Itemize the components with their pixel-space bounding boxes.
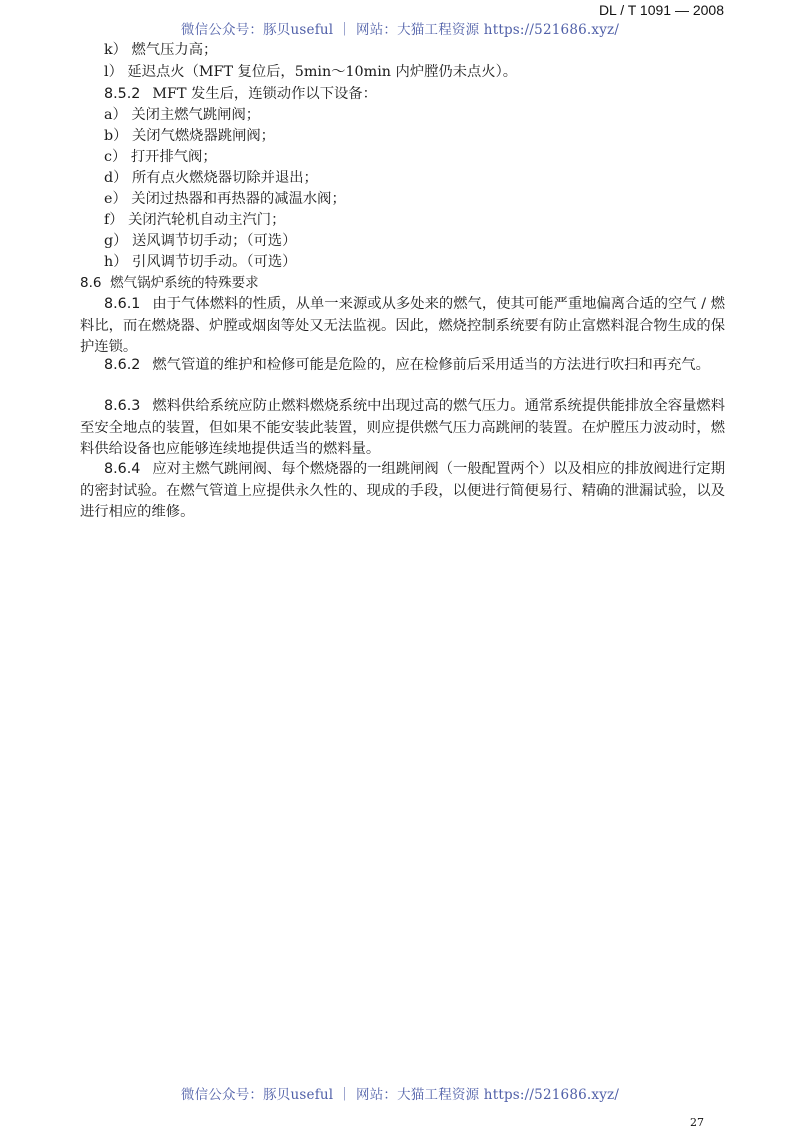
clause-number: 8.6.2 bbox=[104, 357, 141, 373]
section-heading-8-6 bbox=[80, 273, 730, 294]
clause-8-6-3 bbox=[80, 396, 725, 461]
clause-number: 8.6.4 bbox=[104, 461, 141, 477]
clause-text: 燃气管道的维护和检修可能是危险的，应在检修前后采用适当的方法进行吹扫和再充气。 bbox=[152, 357, 710, 373]
section-number: 8.6 bbox=[80, 275, 102, 291]
clause-text: MFT 发生后，连锁动作以下设备： bbox=[152, 86, 377, 102]
list-item-g: g） 送风调节切手动；（可选） bbox=[104, 233, 297, 249]
clause-text: 燃料供给系统应防止燃料燃烧系统中出现过高的燃气压力。通常系统提供能排放全容量燃料至安全地点的装置，但如果不能安装此装置，则应提供燃气压力高跳闸的装置。在炉膛压力波动时，燃料供给设备也应能够连续地提供适当的燃料量。 bbox=[80, 398, 725, 457]
list-item-d: d） 所有点火燃烧器切除并退出； bbox=[104, 170, 318, 186]
clause-8-6-2 bbox=[80, 355, 725, 377]
list-item-h: h） 引风调节切手动。（可选） bbox=[104, 254, 297, 270]
list-item-k: k） 燃气压力高； bbox=[104, 42, 218, 58]
clause-number: 8.5.2 bbox=[104, 86, 141, 102]
clause-number: 8.6.3 bbox=[104, 398, 141, 414]
clause-8-5-2 bbox=[104, 84, 754, 105]
section-title: 燃气锅炉系统的特殊要求 bbox=[110, 275, 259, 291]
list-item-c: c） 打开排气阀； bbox=[104, 149, 217, 165]
clause-text: 应对主燃气跳闸阀、每个燃烧器的一组跳闸阀（一般配置两个）以及相应的排放阀进行定期的密封试验。在燃气管道上应提供永久性的、现成的手段，以便进行简便易行、精确的泄漏试验，以及进行相应的维修。 bbox=[80, 461, 725, 520]
watermark-top: 微信公众号：豚贝useful ｜ 网站：大猫工程资源 https://521686.xyz/ bbox=[180, 22, 620, 38]
list-item-l: l） 延迟点火（MFT 复位后，5min～10min 内炉膛仍未点火）。 bbox=[104, 64, 518, 80]
list-item-b: b） 关闭气燃烧器跳闸阀； bbox=[104, 128, 275, 144]
list-item-e: e） 关闭过热器和再热器的减温水阀； bbox=[104, 191, 346, 207]
page-number: 27 bbox=[690, 1116, 704, 1129]
list-item-a: a） 关闭主燃气跳闸阀； bbox=[104, 107, 261, 123]
watermark-bottom: 微信公众号：豚贝useful ｜ 网站：大猫工程资源 https://521686.xyz/ bbox=[180, 1087, 620, 1103]
list-item-f: f） 关闭汽轮机自动主汽门； bbox=[104, 212, 286, 228]
clause-8-6-4 bbox=[80, 459, 725, 524]
standard-code: DL / T 1091 — 2008 bbox=[598, 2, 724, 18]
clause-8-6-1 bbox=[80, 294, 725, 359]
clause-text: 由于气体燃料的性质，从单一来源或从多处来的燃气，使其可能严重地偏离合适的空气 / 燃料比，而在燃烧器、炉膛或烟囱等处又无法监视。因此，燃烧控制系统要有防止富燃料混合物生成的保护连锁。 bbox=[80, 296, 725, 355]
clause-number: 8.6.1 bbox=[104, 296, 141, 312]
